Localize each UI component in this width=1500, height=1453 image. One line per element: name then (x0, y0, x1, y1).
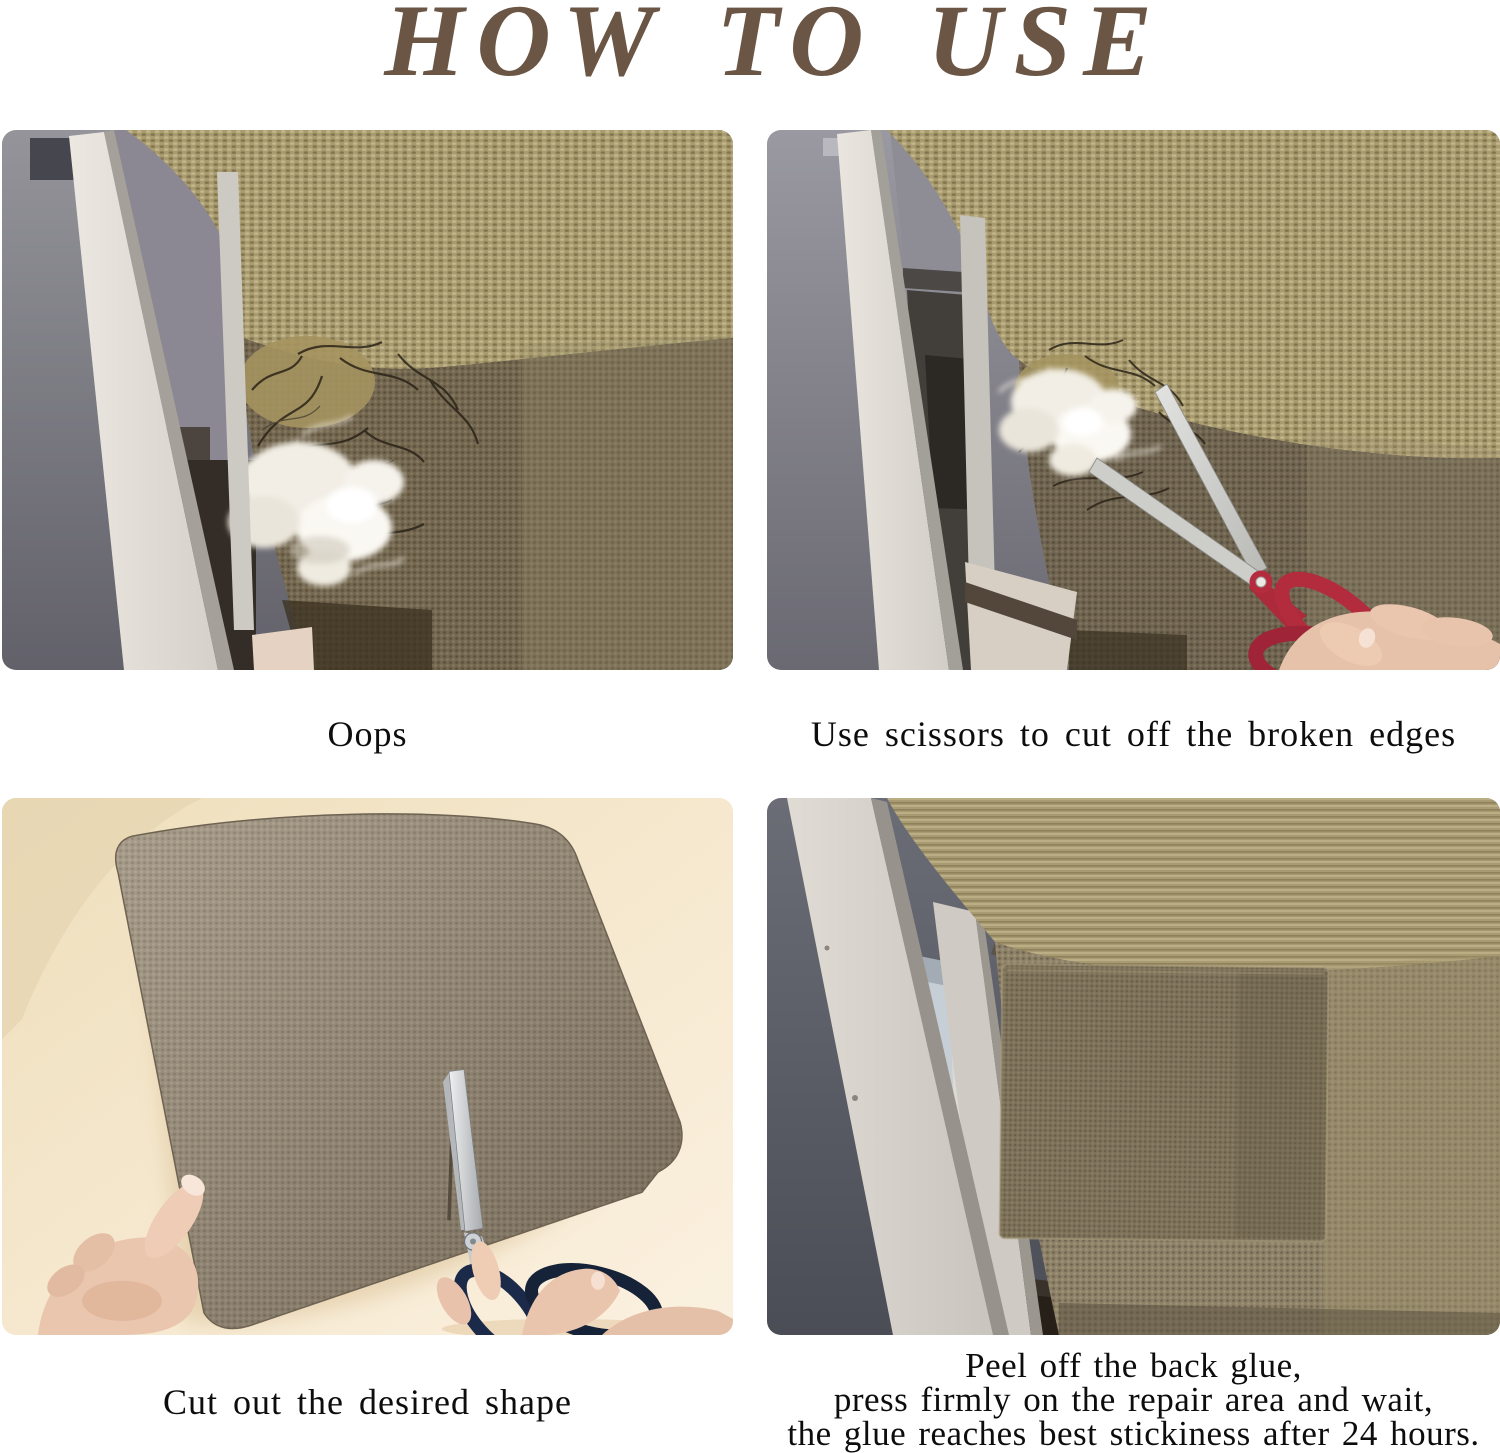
page-title: HOW TO USE (384, 0, 1164, 98)
photo-step3-cut-shape (2, 798, 733, 1335)
cutting-damage-scene (767, 130, 1500, 670)
caption-step2: Use scissors to cut off the broken edges (810, 714, 1457, 754)
caption-step4 (767, 1335, 1500, 1453)
photo-step4-patch-applied (767, 798, 1500, 1335)
steps-grid (0, 130, 1500, 1453)
caption-step4-line1: Peel off the back glue, (965, 1346, 1302, 1385)
caption-step1: Oops (327, 714, 408, 754)
caption-step4-line2: press firmly on the repair area and wait, (833, 1380, 1434, 1419)
wall-picture (30, 138, 74, 180)
photo-step1-damaged-sofa (2, 130, 733, 670)
cutting-patch-scene (2, 798, 733, 1335)
patch-applied-scene (767, 798, 1500, 1335)
caption-step3: Cut out the desired shape (163, 1382, 572, 1422)
repair-patch (1000, 964, 1329, 1241)
caption-step4-line3: the glue reaches best stickiness after 24 hours. (787, 1414, 1480, 1453)
damaged-sofa-scene (2, 130, 733, 670)
scissors-pivot (1256, 577, 1266, 587)
photo-step2-cut-broken-edges (767, 130, 1500, 670)
